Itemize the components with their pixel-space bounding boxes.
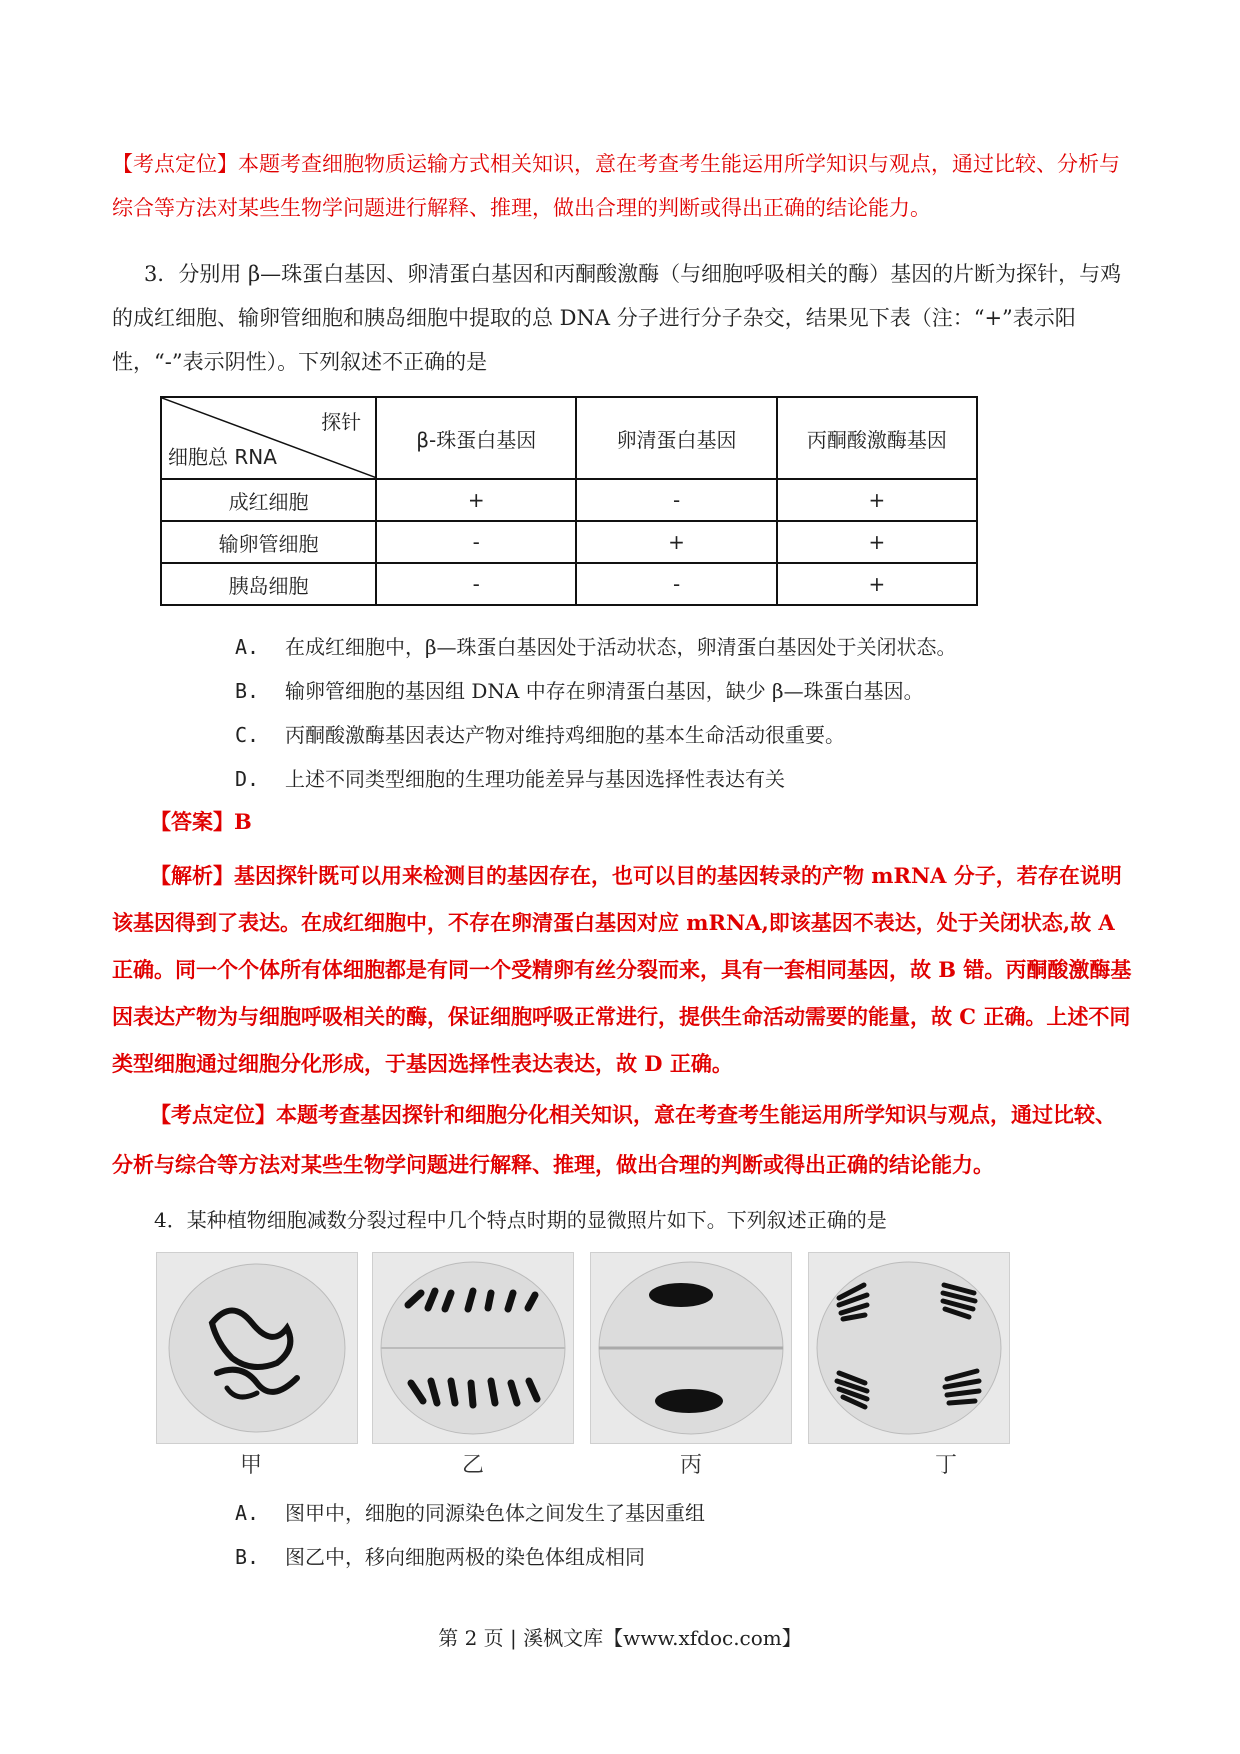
option-letter: B. <box>235 679 260 703</box>
table-row <box>161 521 977 563</box>
micrograph-jia <box>156 1252 358 1444</box>
option-letter: D. <box>235 767 260 791</box>
table-corner-cell <box>161 397 376 479</box>
caption-bing: 丙 <box>680 1453 703 1478</box>
table-cell: - <box>576 479 776 521</box>
table-cell: - <box>576 563 776 605</box>
q3-option-b <box>235 676 1115 706</box>
table-cell: + <box>777 521 977 563</box>
caption-yi: 乙 <box>462 1453 485 1478</box>
option-text: 图乙中，移向细胞两极的染色体组成相同 <box>285 1545 645 1569</box>
option-text: 丙酮酸激酶基因表达产物对维持鸡细胞的基本生命活动很重要。 <box>285 723 845 747</box>
kaodian-paragraph-1: 【考点定位】本题考查细胞物质运输方式相关知识，意在考查考生能运用所学知识与观点，通过比较、分析与综合等方法对某些生物学问题进行解释、推理，做出合理的判断或得出正确的结论能力。 <box>112 152 1120 220</box>
option-letter: C. <box>235 723 260 747</box>
table-cell: + <box>576 521 776 563</box>
table-header-row <box>161 397 977 479</box>
q4-option-b <box>235 1542 1115 1572</box>
row-label: 输卵管细胞 <box>161 521 376 563</box>
table-cell: + <box>777 479 977 521</box>
row-label: 胰岛细胞 <box>161 563 376 605</box>
table-cell: - <box>376 521 576 563</box>
option-text: 输卵管细胞的基因组 DNA 中存在卵清蛋白基因，缺少 β—珠蛋白基因。 <box>285 679 924 703</box>
table-cell: - <box>376 563 576 605</box>
q3-option-c <box>235 720 1115 750</box>
table-row <box>161 479 977 521</box>
option-text: 在成红细胞中，β—珠蛋白基因处于活动状态，卵清蛋白基因处于关闭状态。 <box>285 635 957 659</box>
corner-label-rna: 细胞总 RNA <box>168 445 277 469</box>
q4-option-a <box>235 1498 1115 1528</box>
answer-label: 【答案】B <box>150 809 252 834</box>
analysis-paragraph: 【解析】基因探针既可以用来检测目的基因存在，也可以目的基因转录的产物 mRNA 分子，若存在说明该基因得到了表达。在成红细胞中，不存在卵清蛋白基因对应 mRNA,即该基因不表达，处于关闭状态,故 A 正确。同一个个体所有体细胞都是有同一个受精卵有丝分裂而来，具有一套相同基因，故 B 错。丙酮酸激酶基因表达产物为与细胞呼吸相关的酶，保证细胞呼吸正常进行，提供生命活动需要的能量，故 C 正确。上述不同类型细胞通过细胞分化形成，于基因选择性表达表达，故 D 正确。 <box>112 863 1132 1076</box>
row-label: 成红细胞 <box>161 479 376 521</box>
question-3-stem: 3．分别用 β—珠蛋白基因、卵清蛋白基因和丙酮酸激酶（与细胞呼吸相关的酶）基因的片断为探针，与鸡的成红细胞、输卵管细胞和胰岛细胞中提取的总 DNA 分子进行分子杂交，结果见下表（注：“+”表示阳性，“-”表示阴性）。下列叙述不正确的是 <box>112 262 1122 374</box>
option-text: 上述不同类型细胞的生理功能差异与基因选择性表达有关 <box>285 767 785 791</box>
micrograph-yi <box>372 1252 574 1444</box>
q3-option-a <box>235 632 1115 662</box>
column-header: 丙酮酸激酶基因 <box>777 397 977 479</box>
column-header: 卵清蛋白基因 <box>576 397 776 479</box>
corner-label-probe: 探针 <box>321 410 362 434</box>
caption-jia: 甲 <box>240 1453 263 1478</box>
option-letter: B. <box>235 1545 260 1569</box>
table-cell: + <box>777 563 977 605</box>
option-letter: A. <box>235 1501 260 1525</box>
micrograph-ding <box>808 1252 1010 1444</box>
option-text: 图甲中，细胞的同源染色体之间发生了基因重组 <box>285 1501 705 1525</box>
page-footer: 第 2 页 | 溪枫文库【www.xfdoc.com】 <box>438 1626 802 1650</box>
question-4-stem: 4．某种植物细胞减数分裂过程中几个特点时期的显微照片如下。下列叙述正确的是 <box>154 1208 887 1232</box>
table-cell: + <box>376 479 576 521</box>
micrograph-bing <box>590 1252 792 1444</box>
option-letter: A. <box>235 635 260 659</box>
caption-ding: 丁 <box>935 1453 958 1478</box>
probe-hybridization-table <box>160 396 978 606</box>
q3-option-d <box>235 764 1115 794</box>
column-header: β-珠蛋白基因 <box>376 397 576 479</box>
kaodian-paragraph-2: 【考点定位】本题考查基因探针和细胞分化相关知识，意在考查考生能运用所学知识与观点，通过比较、分析与综合等方法对某些生物学问题进行解释、推理，做出合理的判断或得出正确的结论能力。 <box>112 1102 1116 1177</box>
table-row <box>161 563 977 605</box>
